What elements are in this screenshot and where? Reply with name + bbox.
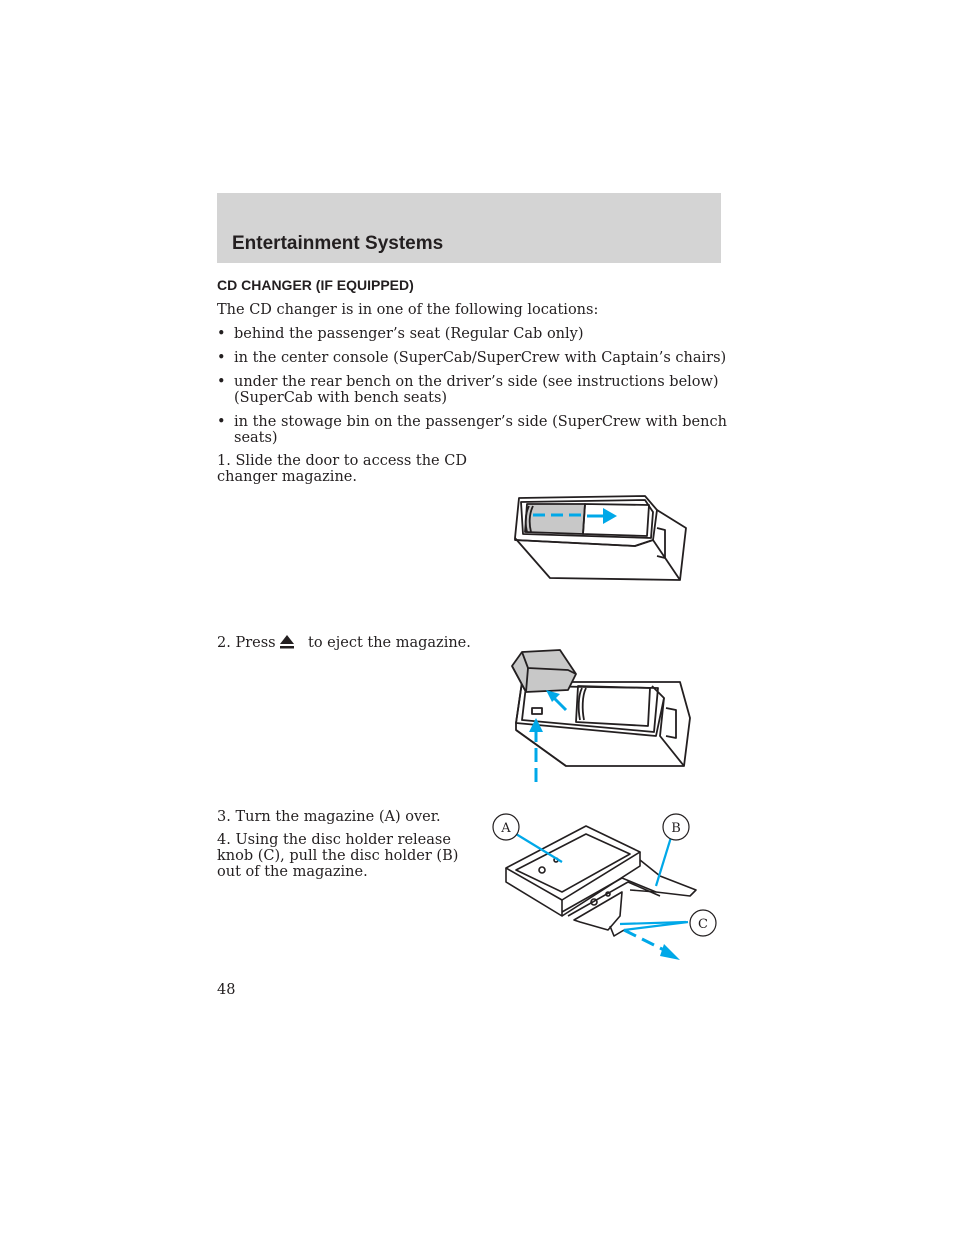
list-item-text: under the rear bench on the driver’s side (see instructions below) bbox=[234, 374, 719, 390]
section-title: Entertainment Systems bbox=[232, 233, 444, 254]
step4-text: 4. Using the disc holder release bbox=[217, 832, 451, 848]
list-item-text: in the stowage bin on the passenger’s side (SuperCrew with bench bbox=[234, 414, 727, 430]
list-item-text-continued: seats) bbox=[234, 430, 278, 446]
bullet-marker: • bbox=[217, 326, 226, 342]
cd-magazine-illustration bbox=[490, 812, 722, 967]
cd-changer-door-illustration bbox=[505, 488, 695, 583]
page-number: 48 bbox=[217, 982, 236, 998]
intro-text: The CD changer is in one of the following locations: bbox=[217, 302, 599, 318]
list-item-text: behind the passenger’s seat (Regular Cab only) bbox=[234, 326, 584, 342]
callout-a-label: A bbox=[501, 821, 511, 836]
subhead: CD CHANGER (IF EQUIPPED) bbox=[217, 277, 414, 293]
step4-text-continued: knob (C), pull the disc holder (B) bbox=[217, 848, 459, 864]
callout-b-label: B bbox=[671, 821, 681, 836]
bullet-marker: • bbox=[217, 414, 226, 430]
list-item-text-continued: (SuperCab with bench seats) bbox=[234, 390, 448, 406]
bullet-marker: • bbox=[217, 374, 226, 390]
bullet-marker: • bbox=[217, 350, 226, 366]
list-item-text: in the center console (SuperCab/SuperCrew with Captain’s chairs) bbox=[234, 350, 727, 366]
step2-text: 2. Press bbox=[217, 635, 276, 651]
cd-changer-eject-illustration bbox=[508, 648, 693, 788]
step1-text-continued: changer magazine. bbox=[217, 469, 357, 485]
eject-icon bbox=[279, 634, 295, 650]
step3-text: 3. Turn the magazine (A) over. bbox=[217, 809, 441, 825]
callout-c-label: C bbox=[698, 917, 708, 932]
step2-text-continued: to eject the magazine. bbox=[308, 635, 471, 651]
step1-text: 1. Slide the door to access the CD bbox=[217, 453, 467, 469]
step4-text-continued: out of the magazine. bbox=[217, 864, 368, 880]
